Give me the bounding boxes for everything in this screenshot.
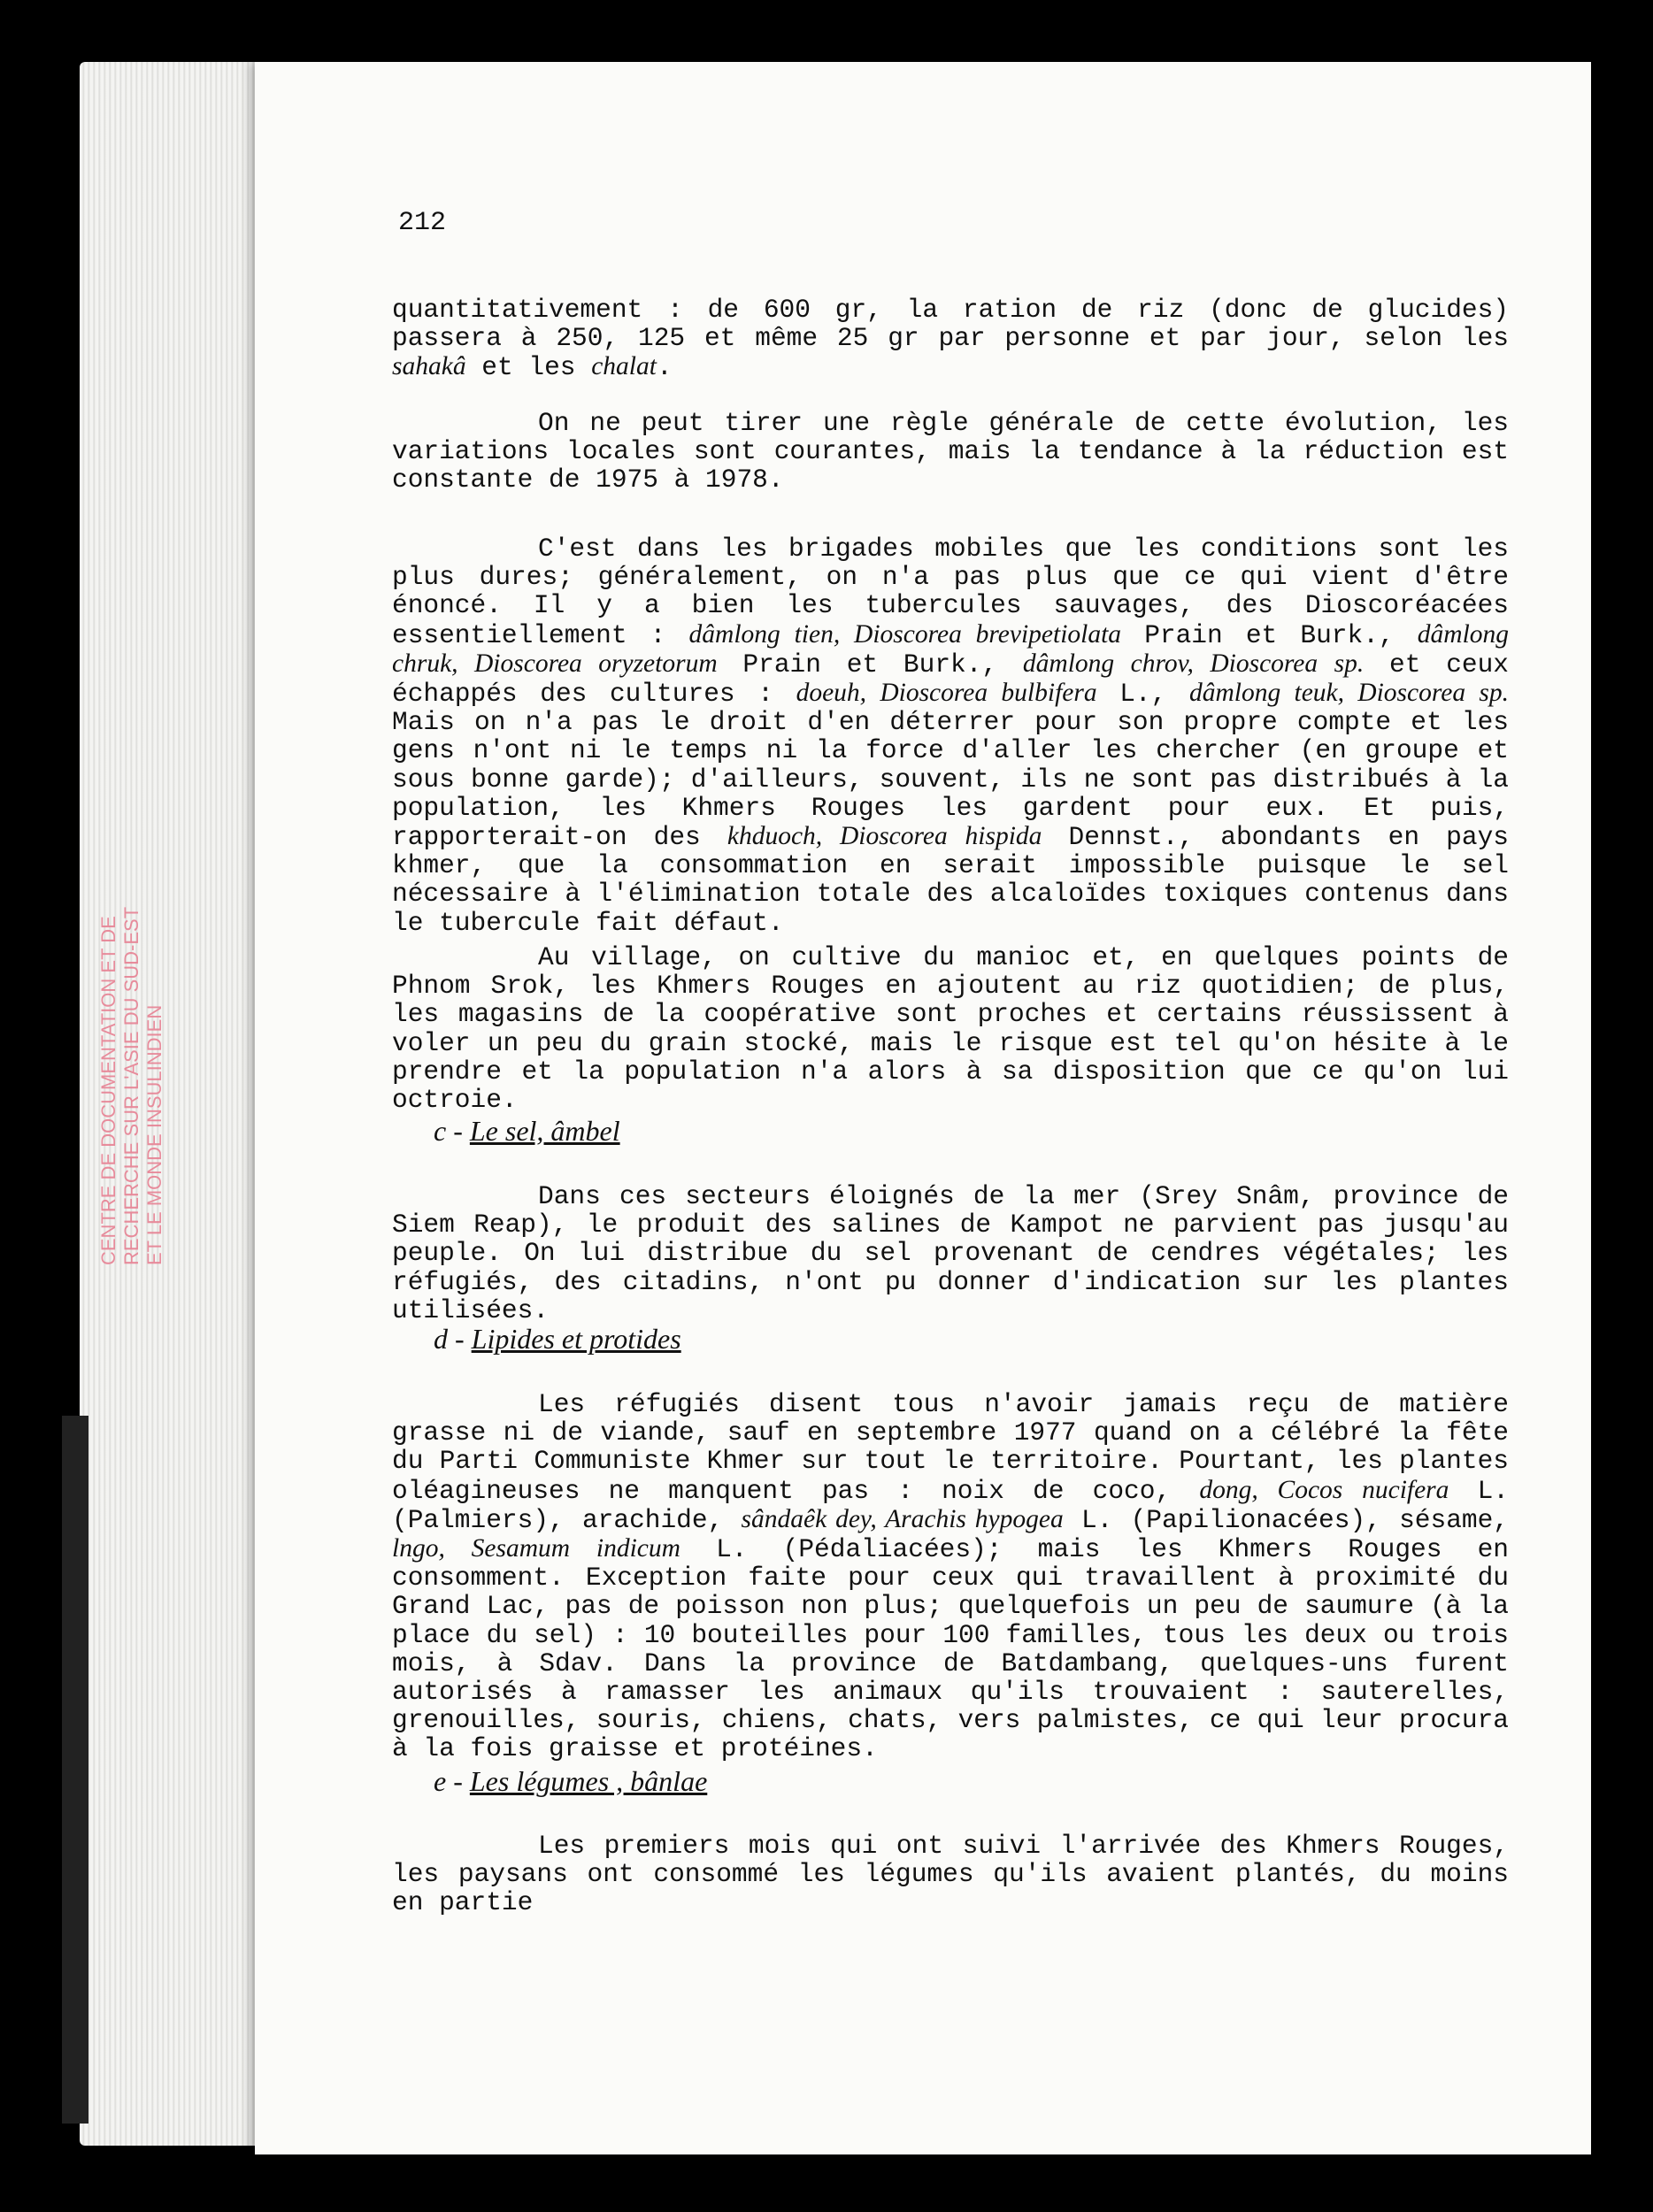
paragraph-4: Au village, on cultive du manioc et, en quelques points de Phnom Srok, les Khmers Rouges en ajoutent au riz quotidien; de plus, les magasins de la coopérative sont proches et certains réussissent à voler un peu du grain stocké, mais le risque est tel qu'on hésite à le prendre et la population n'a alors à sa disposition que ce qu'on lui octroie.: [392, 942, 1509, 1116]
paragraph-5: Dans ces secteurs éloignés de la mer (Srey Snâm, province de Siem Reap), le produit des salines de Kampot ne parvient pas jusqu'au peuple. On lui distribue du sel provenant de cendres végétales; les réfugiés, des citadins, n'ont pu donner d'indication sur les plantes utilisées.: [392, 1181, 1509, 1325]
paragraph-2: On ne peut tirer une règle générale de cette évolution, les variations locales sont courantes, mais la tendance à la réduction est constante de 1975 à 1978.: [392, 408, 1509, 495]
book-spine-shadow: [62, 1416, 88, 2124]
stamp-line: ET LE MONDE INSULINDIEN: [143, 1004, 165, 1265]
paragraph-3: C'est dans les brigades mobiles que les conditions sont les plus dures; généralement, on n'a pas plus que ce qui vient d'être énoncé. Il y a bien les tubercules sauvages, des Dioscoréacées essentiellement : dâmlong tien, Dioscorea brevipetiolata Prain et Burk., dâmlong chruk, Dioscorea oryzetorum Prain et Burk., dâmlong chrov, Dioscorea sp. et ceux échappés des cultures : doeuh, Dioscorea bulbifera L., dâmlong teuk, Dioscorea sp. Mais on n'a pas le droit d'en déterrer pour son propre compte et les gens n'ont ni le temps ni la force d'aller les chercher (en groupe et sous bonne garde); d'ailleurs, souvent, ils ne sont pas distribués à la population, les Khmers Rouges les gardent pour eux. Et puis, rapporterait-on des khduoch, Dioscorea hispida Dennst., abondants en pays khmer, que la consommation en serait impossible puisque le sel nécessaire à l'élimination totale des alcaloïdes toxiques contenus dans le tubercule fait défaut.: [392, 534, 1510, 938]
library-stamp: [97, 876, 230, 1265]
stamp-line: RECHERCHE SUR L'ASIE DU SUD-EST: [120, 906, 142, 1265]
section-heading-d: d - Lipides et protides: [434, 1323, 681, 1355]
paragraph-7: Les premiers mois qui ont suivi l'arrivée des Khmers Rouges, les paysans ont consommé les légumes qu'ils avaient plantés, du moins en partie: [392, 1831, 1509, 1918]
stamp-line: CENTRE DE DOCUMENTATION ET DE: [97, 916, 119, 1265]
section-heading-e: e - Les légumes , bânlae: [434, 1765, 708, 1797]
section-heading-c: c - Le sel, âmbel: [434, 1115, 620, 1147]
paragraph-6: Les réfugiés disent tous n'avoir jamais reçu de matière grasse ni de viande, sauf en septembre 1977 quand on a célébré la fête du Parti Communiste Khmer sur tout le territoire. Pourtant, les plantes oléagineuses ne manquent pas : noix de coco, dong, Cocos nucifera L. (Palmiers), arachide, sândaêk dey, Arachis hypogea L. (Papilionacées), sésame, lngo, Sesamum indicum L. (Pédaliacées); mais les Khmers Rouges en consomment. Exception faite pour ceux qui travaillent à proximité du Grand Lac, pas de poisson non plus; quelquefois un peu de saumure (à la place du sel) : 10 bouteilles pour 100 familles, tous les deux ou trois mois, à Sdav. Dans la province de Batdambang, quelques-uns furent autorisés à ramasser les animaux qu'ils trouvaient : sauterelles, grenouilles, souris, chiens, chats, vers palmistes, ce qui leur procura à la fois graisse et protéines.: [392, 1389, 1510, 1764]
page-number: 212: [398, 208, 447, 238]
paragraph-1: quantitativement : de 600 gr, la ration de riz (donc de glucides) passera à 250, 125 et même 25 gr par personne et par jour, selon les sahakâ et les chalat.: [392, 295, 1509, 383]
